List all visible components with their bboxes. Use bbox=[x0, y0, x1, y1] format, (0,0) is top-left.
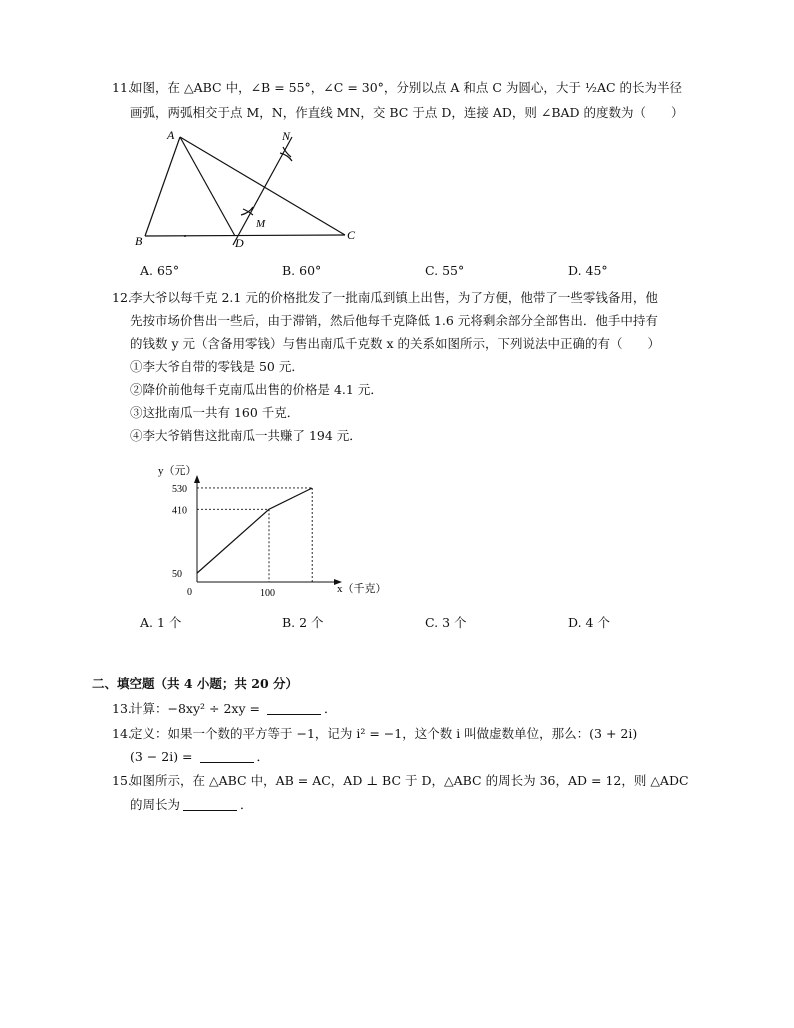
q14-number: 14. bbox=[112, 726, 132, 741]
q12-statement-2: ②降价前他每千克南瓜出售的价格是 4.1 元． bbox=[130, 382, 383, 397]
q12-number: 12. bbox=[112, 290, 132, 305]
x-tick-label-100: 100 bbox=[260, 588, 275, 599]
y-tick-label-530: 530 bbox=[172, 483, 187, 495]
q15-text-line2: 的周长为 bbox=[130, 797, 181, 812]
q13-text: 计算：−8xy² ÷ 2xy = bbox=[130, 701, 264, 716]
q11-option-d[interactable]: D. 45° bbox=[568, 263, 608, 278]
q14-text-line2: (3 − 2i) = bbox=[130, 749, 197, 764]
label-N: N bbox=[282, 129, 291, 143]
q11-option-a[interactable]: A. 65° bbox=[140, 263, 180, 278]
q14-text-line1: 定义：如果一个数的平方等于 −1，记为 i² = −1，这个数 i 叫做虚数单位，那么：(3 + 2i) bbox=[130, 726, 638, 741]
y-tick-label-410: 410 bbox=[172, 505, 187, 517]
q12-text-line3: 的钱数 y 元（含备用零钱）与售出南瓜千克数 x 的关系如图所示，下列说法中正确的有（ ） bbox=[130, 336, 661, 351]
section-title: 二、填空题（共 4 小题；共 20 分） bbox=[92, 676, 299, 691]
q12-text-line2: 先按市场价售出一些后，由于滞销，然后他每千克降低 1.6 元将剩余部分全部售出．他手中持有 bbox=[130, 313, 658, 328]
q12-line-chart bbox=[150, 458, 400, 608]
q15-end: ． bbox=[240, 797, 253, 812]
origin-label: 0 bbox=[187, 587, 192, 598]
q11-option-b[interactable]: B. 60° bbox=[282, 263, 322, 278]
q12-option-a[interactable]: A. 1 个 bbox=[140, 615, 182, 630]
q15-answer-blank[interactable] bbox=[183, 798, 237, 811]
series-line bbox=[197, 488, 312, 573]
q14-end: ． bbox=[256, 749, 270, 764]
q11-number: 11. bbox=[112, 80, 132, 95]
q14-line2 bbox=[130, 749, 269, 765]
q15-number: 15. bbox=[112, 773, 132, 788]
q11-text-line1: 如图，在 △ABC 中，∠B = 55°，∠C = 30°，分别以点 A 和点 C 为圆心，大于 ½AC 的长为半径 bbox=[130, 80, 683, 95]
q13-end: ． bbox=[323, 701, 337, 716]
y-axis-label: y（元） bbox=[158, 465, 197, 477]
label-A: A bbox=[167, 128, 175, 142]
q12-option-c[interactable]: C. 3 个 bbox=[425, 615, 467, 630]
q15-line2 bbox=[130, 797, 253, 813]
label-M: M bbox=[256, 218, 266, 230]
q12-statement-4: ④李大爷销售这批南瓜一共赚了 194 元． bbox=[130, 428, 362, 443]
q12-option-b[interactable]: B. 2 个 bbox=[282, 615, 324, 630]
q14-answer-blank[interactable] bbox=[200, 750, 254, 763]
q15-text-line1: 如图所示，在 △ABC 中，AB = AC，AD ⊥ BC 于 D，△ABC 的周长为 36，AD = 12，则 △ADC bbox=[130, 773, 689, 788]
q12-option-d[interactable]: D. 4 个 bbox=[568, 615, 610, 630]
label-D: D bbox=[235, 236, 244, 250]
q12-statement-1: ①李大爷自带的零钱是 50 元． bbox=[130, 359, 304, 374]
q12-text-line1: 李大爷以每千克 2.1 元的价格批发了一批南瓜到镇上出售，为了方便，他带了一些零钱备用，他 bbox=[130, 290, 658, 305]
x-axis-label: x（千克） bbox=[337, 583, 387, 595]
q11-triangle-figure bbox=[125, 125, 375, 250]
q11-option-c[interactable]: C. 55° bbox=[425, 263, 465, 278]
q12-statement-3: ③这批南瓜一共有 160 千克． bbox=[130, 405, 300, 420]
q13-number: 13. bbox=[112, 701, 132, 716]
q13-answer-blank[interactable] bbox=[267, 702, 321, 715]
q13-line bbox=[130, 701, 336, 717]
label-C: C bbox=[347, 228, 356, 242]
label-B: B bbox=[135, 234, 143, 248]
q11-text-line2: 画弧，两弧相交于点 M，N，作直线 MN，交 BC 于点 D，连接 AD，则 ∠BAD 的度数为（ ） bbox=[130, 105, 684, 120]
y-tick-label-50: 50 bbox=[172, 569, 182, 581]
